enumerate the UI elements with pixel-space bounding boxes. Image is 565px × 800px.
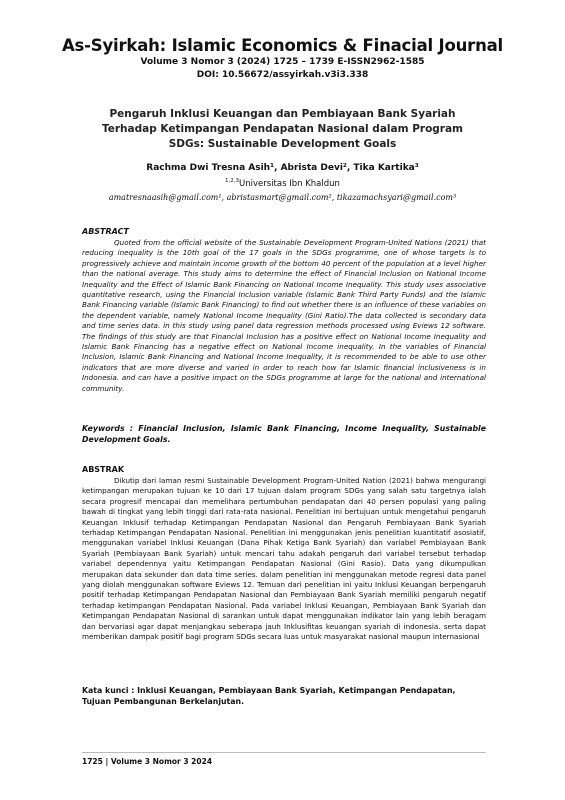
affiliation-superscript: 1,2,3 <box>225 178 240 184</box>
abstract-heading: ABSTRACT <box>82 227 129 236</box>
author-list: Rachma Dwi Tresna Asih¹, Abrista Devi², Tika Kartika³ <box>146 163 419 173</box>
page-footer: 1725 | Volume 3 Nomor 3 2024 <box>82 757 213 766</box>
keywords-indonesian: Kata kunci : Inklusi Keuangan, Pembiayaan Bank Syariah, Ketimpangan Pendapatan, Tujuan Pembangunan Berkelanjutan. <box>82 686 456 706</box>
affiliation <box>0 178 565 189</box>
doi-line[interactable]: DOI: 10.56672/assyirkah.v3i3.338 <box>196 70 369 80</box>
keywords-english: Keywords : Financial Inclusion, Islamic Bank Financing, Income Inequality, Sustainable Development Goals. <box>82 424 486 444</box>
abstrak-indonesian-text: Dikutip dari laman resmi Sustainable Development Program-United Nation (2021) bahwa mengurangi ketimpangan merupakan tujuan ke 10 dari 17 tujuan dalam program SDGs yang salah satu targetnya ialah secara progresif mencapai dan memelihara pertumbuhan pendapatan dari 40 persen populasi yang paling bawah di tingkat yang lebih tinggi dari rata-rata nasional. Penelitian ini bertujuan untuk mengetahui pengaruh Keuangan Inklusif terhadap Ketimpangan Pendapatan Nasional dan Pengaruh Pembiayaan Bank Syariah terhadap Ketimpangan Pendapatan Nasional. Penelitian ini menggunakan jenis penelitian kuantitatif asosiatif, menggunakan variabel Inklusi Keuangan (Dana Pihak Ketiga Bank Syariah) dan variabel Pembiayaan Bank Syariah (Pembiayaan Bank Syariah) untuk mencari tahu adakah pengaruh dari variabel tersebut terhadap variabel dependennya yaitu Ketimpangan Pendapatan Nasional (Gini Rasio). Data yang dikumpulkan merupakan data sekunder dan data time series. dalam penelitian ini menggunakan metode regresi data panel yang diolah menggunakan software Eviews 12. Temuan dari penelitian ini yaitu Inklusi Keuangan berpengaruh positif terhadap Ketimpangan Pendapatan Nasional dan Pembiayaan Bank Syariah memiliki pengaruh negatif terhadap ketimpangan Pendapatan Nasional. Pada variabel Inklusi Keuangan, Pembiayaan Bank Syariah dan Ketimpangan Pendapatan Nasional di sarankan untuk dapat menggunakan indikator lain yang lebih beragam dan bervariasi agar dapat menjangkau seberapa jauh Inklusifitas keuangan syariah di indonesia. serta dapat memberikan dampak positif bagi program SDGs secara luas untuk masyarakat nasional maupun internasional <box>82 476 486 642</box>
abstrak-heading: ABSTRAK <box>82 465 125 474</box>
author-emails[interactable]: amatresnaasih@gmail.com¹, abristasmart@gmail.com², tikazamachsyari@gmail.com³ <box>108 193 457 202</box>
paper-title: Pengaruh Inklusi Keuangan dan Pembiayaan Bank Syariah Terhadap Ketimpangan Pendapatan Nasional dalam Program SDGs: Sustainable Development Goals <box>101 108 463 150</box>
journal-title: As-Syirkah: Islamic Economics & Finacial Journal <box>61 36 504 55</box>
affiliation-name: Universitas Ibn Khaldun <box>239 178 340 189</box>
abstract-english-text: Quoted from the official website of the Sustainable Development Program-United Nations (2021) that reducing inequality is the 10th goal of the 17 goals in the SDGs programme, one of whose targets is to progressively achieve and maintain income growth of the bottom 40 percent of the population at a level higher than the national average. This study aims to determine the effect of Financial Inclusion on National Income Inequality and the Effect of Islamic Bank Financing on National Income Inequality. This study uses associative quantitative research, using the Financial Inclusion variable (Islamic Bank Third Party Funds) and the Islamic Bank Financing variable (Islamic Bank Financing) to find out whether there is an influence of these variables on the dependent variable, namely National Income Inequality (Gini Ratio).The data collected is secondary data and time series data. in this study using panel data regression methods processed using Eviews 12 software. The findings of this study are that Financial Inclusion has a positive effect on National Income Inequality and Islamic Bank Financing has a negative effect on National Income inequality. In the variables of Financial Inclusion, Islamic Bank Financing and National Income Inequality, it is recommended to be able to use other indicators that are more diverse and varied in order to reach how far Islamic financial inclusiveness is in Indonesia. and can have a positive impact on the SDGs programme at large for the national and international community. <box>82 238 486 393</box>
volume-issn-line: Volume 3 Nomor 3 (2024) 1725 – 1739 E-ISSN2962-1585 <box>140 57 425 67</box>
footer-divider <box>82 752 486 753</box>
